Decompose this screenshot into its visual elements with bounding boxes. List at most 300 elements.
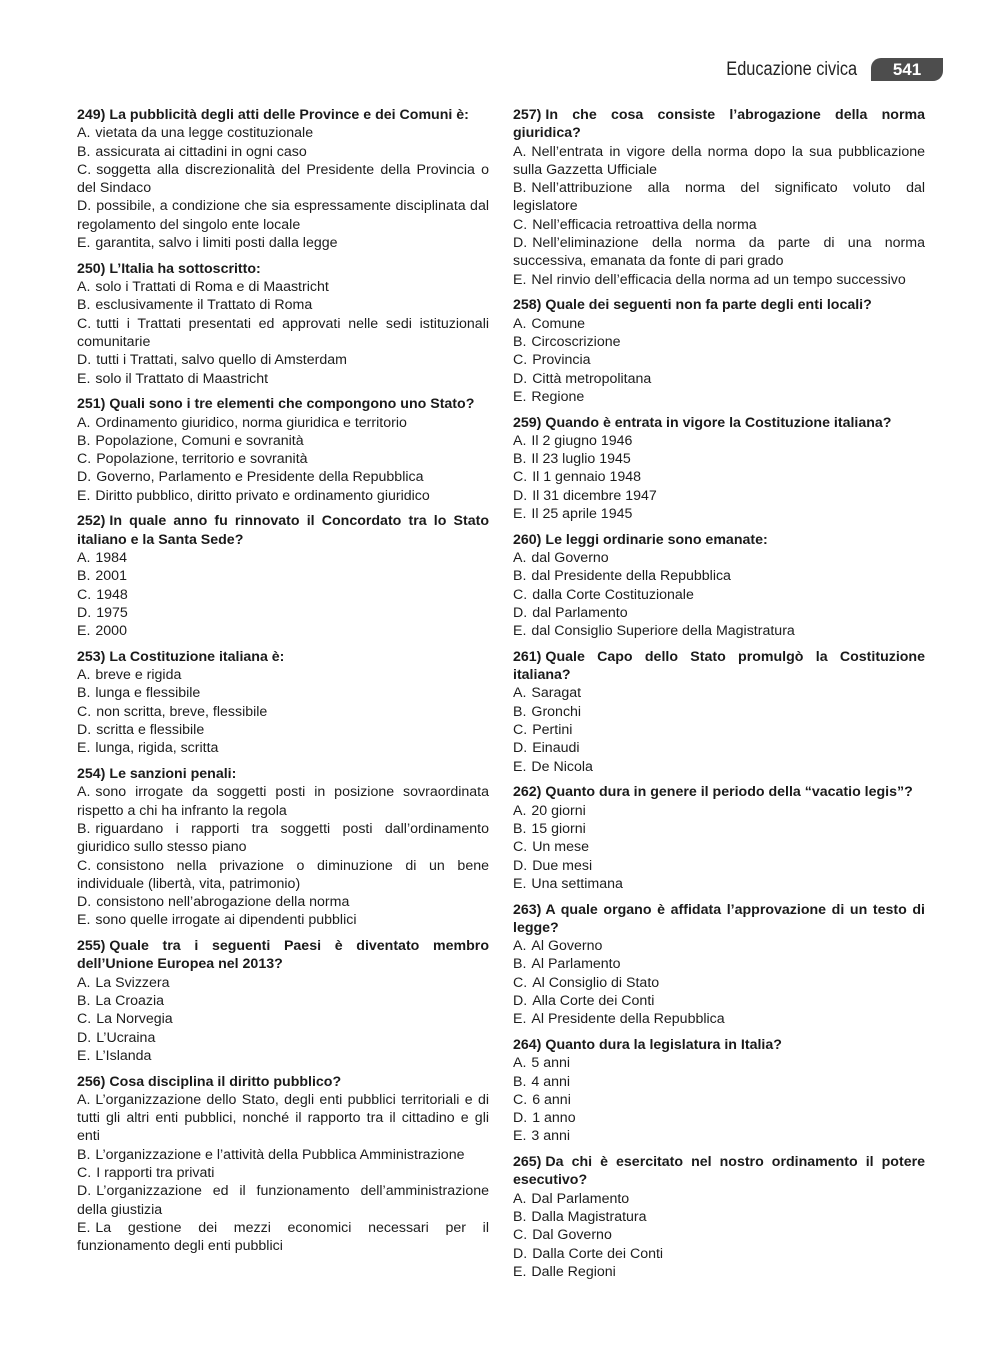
option-letter: E. [77,370,91,387]
option-letter: B. [513,703,527,720]
option-text: soggetta alla discrezionalità del Presidente della Provincia o del Sindaco [77,161,489,197]
option-letter: B. [77,685,91,702]
answer-option [77,703,489,721]
option-text: possibile, a condizione che sia espressamente disciplinata dal regolamento del singolo ente locale [77,198,489,233]
question-prompt: Cosa disciplina il diritto pubblico? [109,1073,342,1090]
answer-option [513,937,925,955]
answer-option [513,955,925,973]
option-text: breve e rigida [95,667,182,684]
option-letter: D. [513,993,528,1009]
question-block [77,512,489,640]
option-letter: A. [513,802,527,819]
question-number: 252) [77,513,106,530]
answer-option [77,974,489,992]
option-letter: A. [513,550,527,566]
option-letter: C. [513,1091,528,1108]
answer-option [77,1146,489,1164]
option-text: dal Governo [531,550,609,566]
answer-option [77,739,489,757]
option-letter: D. [513,740,528,757]
question-block [513,106,925,289]
option-letter: E. [513,271,527,288]
question-text [513,1036,925,1054]
option-text: Due mesi [532,857,593,874]
answer-option [513,586,925,604]
option-text: Circoscrizione [531,333,621,350]
question-text [77,765,489,783]
question-text [77,106,489,124]
option-text: L’Islanda [95,1047,152,1064]
option-letter: A. [77,550,91,566]
answer-option [77,783,489,820]
answer-option [513,802,925,820]
option-text: L’organizzazione e l’attività della Pubblica Amministrazione [95,1146,465,1163]
option-letter: D. [513,235,528,252]
option-letter: C. [77,451,92,468]
question-block [77,937,489,1065]
option-letter: D. [77,469,92,486]
question-prompt: A quale organo è affidata l’approvazione di un testo di legge? [513,901,925,936]
answer-option [513,739,925,757]
option-text: Popolazione, territorio e sovranità [96,451,308,468]
option-letter: E. [77,487,91,504]
answer-option [513,838,925,856]
option-letter: C. [77,1011,92,1028]
question-text [513,901,925,938]
option-text: 2000 [95,623,127,640]
option-text: Governo, Parlamento e Presidente della Repubblica [96,469,424,486]
option-text: 1975 [96,604,128,621]
option-text: L’organizzazione dello Stato, degli enti pubblici territoriali e di tutti gli altri enti pubblici, nonché il rapporto tra il cittadino e gli enti [77,1091,489,1145]
answer-option [77,1029,489,1047]
option-text: dalla Corte Costituzionale [532,586,694,603]
option-letter: A. [77,279,91,296]
answer-option [513,351,925,369]
answer-option [77,1091,489,1146]
option-text: scritta e flessibile [96,722,205,739]
option-text: dal Parlamento [532,604,628,621]
option-text: garantita, salvo i limiti posti dalla legge [95,235,338,252]
question-number: 249) [77,107,106,123]
question-block [77,1073,489,1256]
answer-option [77,1219,489,1256]
question-prompt: Quale Capo dello Stato promulgò la Costituzione italiana? [513,648,925,684]
option-text: consistono nell’abrogazione della norma [96,894,350,911]
question-number: 263) [513,901,542,918]
question-block [513,648,925,776]
option-letter: D. [77,198,92,215]
answer-option [77,893,489,911]
option-text: lunga, rigida, scritta [95,740,219,757]
answer-option [513,1109,925,1127]
option-text: sono irrogate da soggetti posti in posizione sovraordinata rispetto a chi ha infranto la regola [77,784,489,819]
question-prompt: La Costituzione italiana è: [109,648,285,665]
answer-option [77,1164,489,1182]
answer-option [513,1190,925,1208]
option-text: tutti i Trattati, salvo quello di Amsterdam [96,352,347,369]
question-block [513,1036,925,1146]
option-text: dal Presidente della Repubblica [531,568,731,585]
option-text: esclusivamente il Trattato di Roma [95,297,313,314]
question-number: 259) [513,414,542,431]
option-text: 1948 [96,586,128,603]
option-letter: A. [513,1190,527,1207]
question-block [513,783,925,893]
option-letter: B. [513,333,527,350]
left-column [77,106,489,1263]
option-letter: C. [77,161,92,178]
option-letter: D. [513,370,528,387]
option-text: Nell’eliminazione della norma da parte di una norma successiva, emanata da fonte di pari grado [513,235,925,270]
answer-option [77,278,489,296]
answer-option [513,1054,925,1072]
option-text: Saragat [531,685,582,702]
answer-option [77,586,489,604]
option-text: Popolazione, Comuni e sovranità [95,432,304,449]
answer-option [513,721,925,739]
option-letter: E. [513,506,527,523]
option-letter: A. [77,784,91,801]
question-prompt: L’Italia ha sottoscritto: [109,260,261,277]
answer-option [513,820,925,838]
option-text: La Croazia [95,993,165,1009]
answer-option [513,468,925,486]
question-number: 265) [513,1154,542,1171]
answer-option [513,758,925,776]
option-letter: E. [77,623,91,640]
option-text: Diritto pubblico, diritto privato e ordinamento giuridico [95,487,430,504]
option-letter: C. [77,1165,92,1182]
question-text [77,260,489,278]
option-letter: C. [513,216,528,233]
question-text [513,106,925,143]
question-block [513,901,925,1029]
answer-option [513,450,925,468]
option-text: consistono nella privazione o diminuzione di un bene individuale (libertà, vita, patrimonio) [77,857,489,892]
option-text: lunga e flessibile [95,685,201,702]
question-number: 256) [77,1073,106,1090]
option-text: 4 anni [531,1073,571,1090]
option-text: 6 anni [532,1091,571,1108]
question-prompt: Da chi è esercitato nel nostro ordinamento il potere esecutivo? [513,1154,925,1189]
answer-option [513,1073,925,1091]
option-text: La Svizzera [95,974,170,991]
answer-option [77,1047,489,1065]
option-text: 15 giorni [531,820,586,837]
question-number: 257) [513,107,542,123]
answer-option [77,992,489,1010]
question-text [513,296,925,314]
option-text: non scritta, breve, flessibile [96,703,268,720]
option-text: Nel rinvio dell’efficacia della norma ad un tempo successivo [531,271,906,288]
question-block [77,395,489,505]
option-letter: E. [77,912,91,929]
option-letter: D. [77,1029,92,1046]
option-text: solo il Trattato di Maastricht [95,370,269,387]
option-letter: C. [513,469,528,486]
answer-option [513,974,925,992]
answer-option [513,333,925,351]
answer-option [513,1245,925,1263]
option-text: riguardano i rapporti tra soggetti posti dall’ordinamento giuridico sullo stesso piano [77,820,489,856]
option-text: Una settimana [531,875,623,892]
option-text: Un mese [532,839,589,856]
option-letter: C. [77,857,92,874]
answer-option [77,604,489,622]
option-letter: B. [513,1209,527,1226]
option-letter: C. [513,839,528,856]
option-letter: A. [513,685,527,702]
option-letter: B. [77,820,91,837]
question-number: 250) [77,260,106,277]
question-text [513,648,925,685]
answer-option [77,1010,489,1028]
question-text [77,937,489,974]
option-text: Il 25 aprile 1945 [531,506,633,523]
answer-option [513,505,925,523]
option-text: L’Ucraina [96,1029,156,1046]
option-letter: E. [77,235,91,252]
answer-option [77,414,489,432]
answer-option [77,432,489,450]
option-letter: E. [77,1047,91,1064]
option-text: Al Consiglio di Stato [532,974,660,991]
question-block [77,106,489,252]
option-letter: B. [77,432,91,449]
answer-option [513,143,925,180]
option-letter: A. [77,667,91,684]
option-text: Ordinamento giuridico, norma giuridica e territorio [95,414,407,431]
option-text: 1 anno [532,1110,576,1127]
option-letter: A. [513,143,527,160]
answer-option [77,567,489,585]
option-letter: D. [77,352,92,369]
option-text: Al Governo [531,938,603,955]
question-prompt: Le leggi ordinarie sono emanate: [545,531,768,548]
right-column [513,106,925,1289]
option-text: Comune [531,315,586,332]
option-text: Il 1 gennaio 1948 [532,469,642,486]
option-text: Provincia [532,352,591,369]
option-text: Gronchi [531,703,582,720]
question-number: 262) [513,784,542,801]
option-letter: B. [77,143,91,160]
option-letter: C. [77,586,92,603]
question-prompt: La pubblicità degli atti delle Province e dei Comuni è: [109,107,469,123]
option-letter: E. [77,740,91,757]
answer-option [513,875,925,893]
page-number-badge: 541 [871,58,943,81]
option-text: Pertini [532,722,573,739]
answer-option [77,315,489,352]
option-text: Alla Corte dei Conti [532,993,655,1009]
question-number: 253) [77,648,106,665]
option-letter: B. [77,993,91,1009]
option-letter: E. [77,1219,91,1236]
answer-option [513,549,925,567]
question-block [77,648,489,758]
answer-option [513,857,925,875]
answer-option [77,487,489,505]
answer-option [513,271,925,289]
option-letter: A. [77,414,91,431]
option-text: 3 anni [531,1128,571,1145]
option-text: Dalle Regioni [531,1263,616,1280]
option-letter: B. [77,1146,91,1163]
question-number: 258) [513,297,542,314]
option-letter: E. [513,758,527,775]
option-letter: D. [513,604,528,621]
question-block [77,765,489,930]
answer-option [513,703,925,721]
answer-option [77,721,489,739]
answer-option [513,179,925,216]
option-letter: D. [513,857,528,874]
question-number: 254) [77,766,106,783]
option-text: De Nicola [531,758,593,775]
answer-option [513,992,925,1010]
answer-option [77,622,489,640]
option-letter: E. [513,1011,527,1028]
question-prompt: Le sanzioni penali: [109,766,237,783]
option-text: Dalla Magistratura [531,1209,647,1226]
option-text: Nell’attribuzione alla norma del significato voluto dal legislatore [513,180,925,215]
option-text: solo i Trattati di Roma e di Maastricht [95,279,329,296]
question-number: 255) [77,938,106,955]
answer-option [77,684,489,702]
option-text: tutti i Trattati presentati ed approvati nelle sedi istituzionali comunitarie [77,315,489,350]
answer-option [513,1010,925,1028]
option-text: Dalla Corte dei Conti [532,1245,664,1262]
option-letter: C. [77,315,92,332]
option-letter: D. [77,894,92,911]
question-block [513,1153,925,1281]
answer-option [77,666,489,684]
question-text [513,1153,925,1190]
option-letter: E. [513,1128,527,1145]
option-letter: A. [513,315,527,332]
option-text: I rapporti tra privati [96,1165,215,1182]
option-letter: C. [77,703,92,720]
option-text: 5 anni [531,1055,571,1072]
page-header [600,58,943,82]
question-text [77,512,489,549]
option-text: assicurata ai cittadini in ogni caso [95,143,307,160]
answer-option [513,1208,925,1226]
answer-option [77,143,489,161]
answer-option [513,487,925,505]
answer-option [77,450,489,468]
option-letter: C. [513,352,528,369]
answer-option [77,911,489,929]
question-number: 260) [513,531,542,548]
option-letter: E. [513,388,527,405]
question-prompt: Quanto dura in genere il periodo della “vacatio legis”? [545,784,913,801]
option-letter: A. [77,125,91,142]
answer-option [77,161,489,198]
answer-option [77,1182,489,1219]
question-block [513,414,925,524]
option-text: La gestione dei mezzi economici necessari per il funzionamento degli enti pubblici [77,1219,489,1255]
option-letter: D. [77,722,92,739]
option-text: Dal Parlamento [531,1190,630,1207]
answer-option [513,432,925,450]
question-prompt: Quali sono i tre elementi che compongono uno Stato? [109,396,475,413]
answer-option [77,197,489,234]
option-letter: A. [513,1055,527,1072]
option-letter: D. [513,487,528,504]
option-text: Regione [531,388,585,405]
answer-option [77,234,489,252]
answer-option [513,1226,925,1244]
answer-option [77,124,489,142]
answer-option [77,296,489,314]
question-text [77,1073,489,1091]
answer-option [513,388,925,406]
answer-option [513,216,925,234]
option-text: Einaudi [532,740,580,757]
question-number: 261) [513,648,542,665]
question-prompt: Quanto dura la legislatura in Italia? [545,1036,782,1053]
option-text: Il 2 giugno 1946 [531,432,633,449]
answer-option [77,549,489,567]
option-letter: D. [77,1183,92,1200]
option-text: Nell’entrata in vigore della norma dopo la sua pubblicazione sulla Gazzetta Ufficiale [513,143,925,178]
option-text: Al Presidente della Repubblica [531,1011,725,1028]
question-text [77,648,489,666]
question-prompt: Quando è entrata in vigore la Costituzione italiana? [545,414,892,431]
answer-option [513,1091,925,1109]
option-text: L’organizzazione ed il funzionamento dell’amministrazione della giustizia [77,1183,489,1218]
option-text: Città metropolitana [532,370,652,387]
option-letter: B. [513,956,527,973]
option-letter: C. [513,974,528,991]
answer-option [77,351,489,369]
option-text: 20 giorni [531,802,586,819]
option-text: vietata da una legge costituzionale [95,125,314,142]
option-letter: C. [513,1227,528,1244]
option-letter: C. [513,586,528,603]
option-text: Nell’efficacia retroattiva della norma [532,216,757,233]
answer-option [513,315,925,333]
option-letter: B. [513,820,527,837]
option-letter: E. [513,623,527,640]
option-text: sono quelle irrogate ai dipendenti pubblici [95,912,357,929]
answer-option [77,820,489,857]
option-letter: B. [513,1073,527,1090]
option-letter: A. [513,938,527,955]
question-text [513,531,925,549]
option-letter: C. [513,722,528,739]
question-number: 264) [513,1036,542,1053]
option-text: 1984 [95,550,127,566]
answer-option [77,468,489,486]
answer-option [513,1127,925,1145]
option-letter: A. [77,974,91,991]
option-letter: D. [513,1110,528,1127]
answer-option [513,622,925,640]
option-text: La Norvegia [96,1011,173,1028]
option-text: Al Parlamento [531,956,621,973]
option-letter: B. [513,180,527,197]
option-text: Il 23 luglio 1945 [531,451,631,468]
option-letter: E. [513,1263,527,1280]
option-letter: A. [513,432,527,449]
question-block [77,260,489,388]
question-prompt: In che cosa consiste l’abrogazione della norma giuridica? [513,107,925,142]
option-letter: D. [513,1245,528,1262]
section-title: Educazione civica [726,59,857,80]
